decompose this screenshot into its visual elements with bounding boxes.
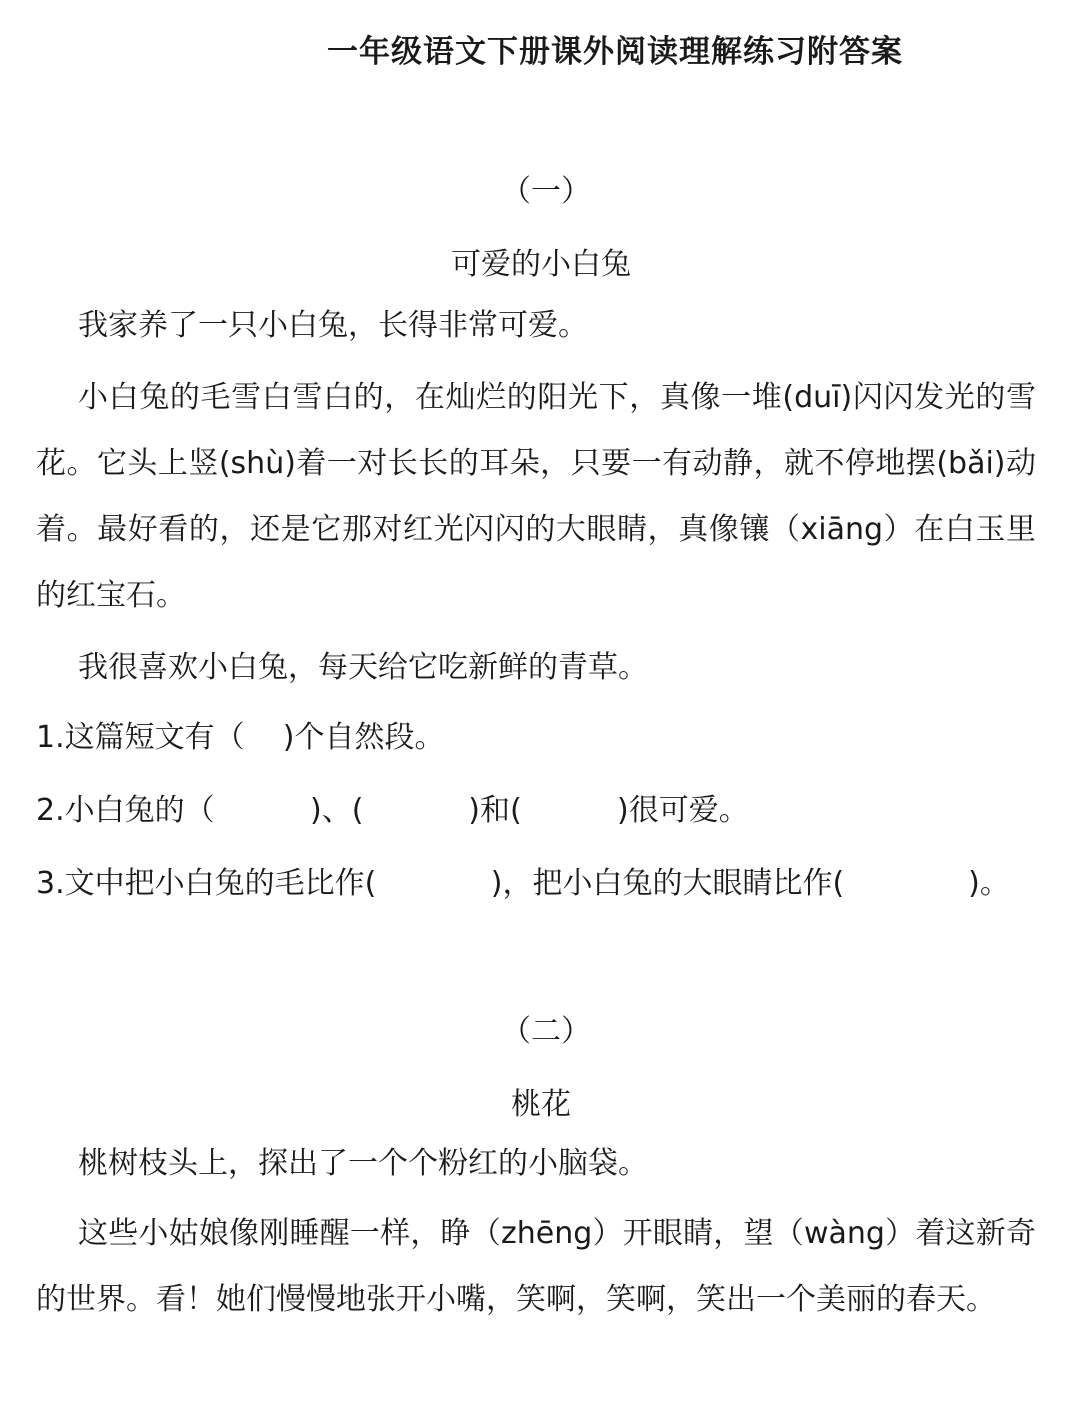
story-title: 可爱的小白兔	[451, 247, 631, 282]
story-title: 桃花	[511, 1087, 571, 1122]
paragraph: 我很喜欢小白兔，每天给它吃新鲜的青草。	[78, 650, 648, 685]
question-item: 2.小白兔的（ )、( )和( )很可爱。	[36, 793, 749, 828]
question-item: 1.这篇短文有（ )个自然段。	[36, 720, 445, 755]
section-two	[36, 1012, 1036, 1333]
section-number: （一）	[501, 174, 591, 209]
section-number: （二）	[501, 1014, 591, 1049]
question-item: 3.文中把小白兔的毛比作( )，把小白兔的大眼睛比作( )。	[36, 866, 1010, 901]
paragraph: 小白兔的毛雪白雪白的，在灿烂的阳光下，真像一堆(duī)闪闪发光的雪花。它头上竖(shù)着一对长长的耳朵，只要一有动静，就不停地摆(bǎi)动着。最好看的，还是它那对红光闪闪的大眼睛，真像镶（xiāng）在白玉里的红宝石。	[36, 380, 1036, 613]
paragraph: 桃树枝头上，探出了一个个粉红的小脑袋。	[78, 1146, 648, 1181]
paragraph: 这些小姑娘像刚睡醒一样，睁（zhēng）开眼睛，望（wàng）着这新奇的世界。看！她们慢慢地张开小嘴，笑啊，笑啊，笑出一个美丽的春天。	[36, 1216, 1036, 1317]
paragraph: 我家养了一只小白兔，长得非常可爱。	[78, 308, 588, 343]
document-title: 一年级语文下册课外阅读理解练习附答案	[327, 34, 903, 70]
section-one	[36, 172, 1036, 920]
